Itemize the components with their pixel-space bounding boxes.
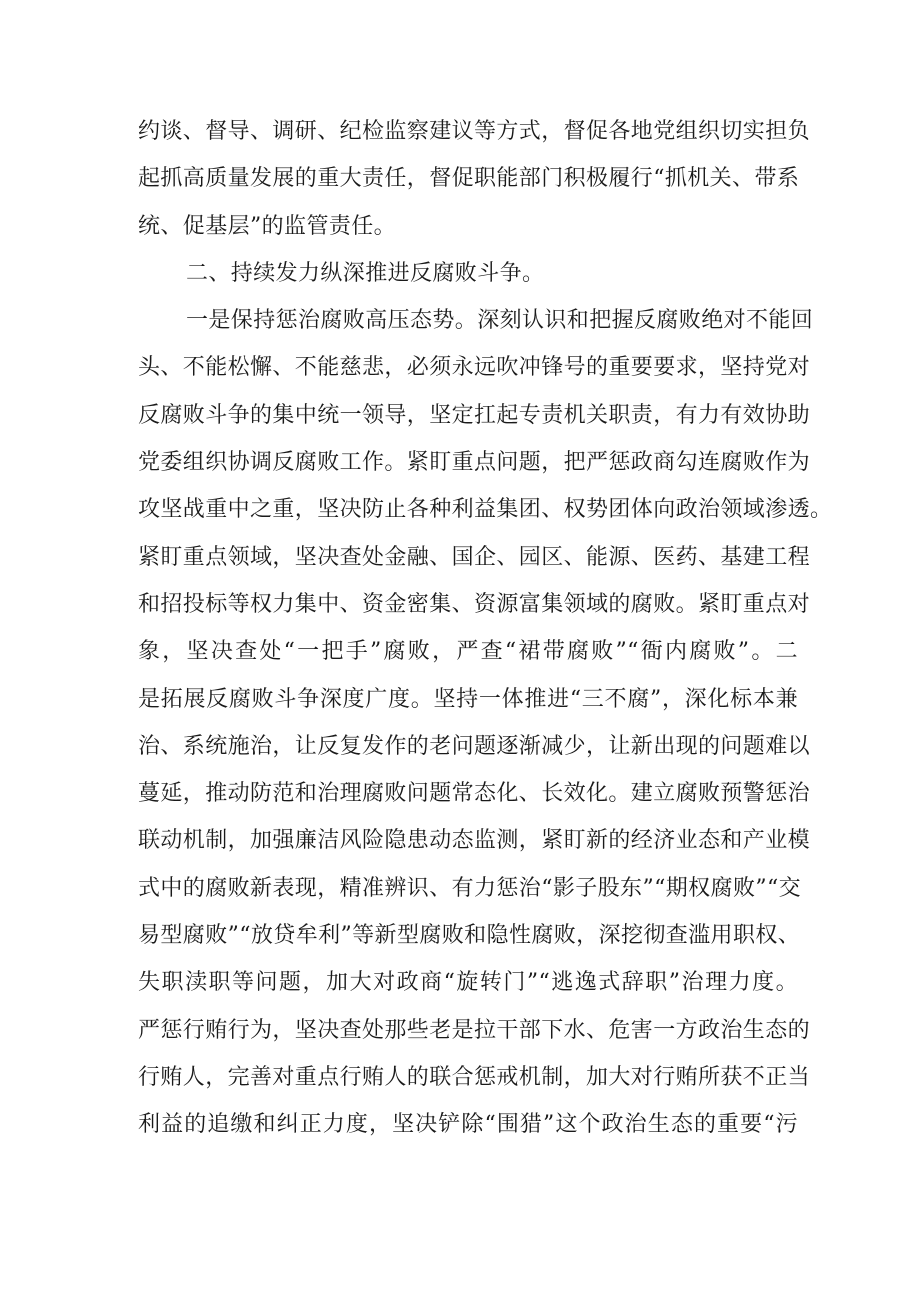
text-line: 头、不能松懈、不能慈悲，必须永远吹冲锋号的重要要求，坚持党对	[138, 355, 811, 381]
text-line: 蔓延，推动防范和治理腐败问题常态化、长效化。建立腐败预警惩治	[138, 781, 811, 807]
text-line: 二、持续发力纵深推进反腐败斗争。	[186, 260, 545, 286]
text-line: 统、促基层”的监管责任。	[138, 213, 397, 239]
text-line: 利益的追缴和纠正力度，坚决铲除“围猎”这个政治生态的重要“污	[138, 1112, 798, 1138]
document-body	[138, 108, 833, 1149]
text-line: 攻坚战重中之重，坚决防止各种利益集团、权势团体向政治领域渗透。	[138, 497, 833, 523]
text-line: 易型腐败”“放贷牟利”等新型腐败和隐性腐败，深挖彻查滥用职权、	[138, 923, 801, 949]
text-line: 反腐败斗争的集中统一领导，坚定扛起专责机关职责，有力有效协助	[138, 402, 811, 428]
text-line: 象，坚决查处“一把手”腐败，严查“裙带腐败”“衙内腐败”。二	[138, 639, 798, 665]
text-line: 联动机制，加强廉洁风险隐患动态监测，紧盯新的经济业态和产业模	[138, 828, 811, 854]
text-line: 治、系统施治，让反复发作的老问题逐渐减少，让新出现的问题难以	[138, 733, 811, 759]
text-line: 式中的腐败新表现，精准辨识、有力惩治“影子股东”“期权腐败”“交	[138, 875, 802, 901]
text-line: 约谈、督导、调研、纪检监察建议等方式，督促各地党组织切实担负	[138, 119, 811, 144]
text-line: 行贿人，完善对重点行贿人的联合惩戒机制，加大对行贿所获不正当	[138, 1064, 811, 1090]
text-line: 和招投标等权力集中、资金密集、资源富集领域的腐败。紧盯重点对	[138, 591, 811, 617]
text-line: 是拓展反腐败斗争深度广度。坚持一体推进“三不腐”，深化标本兼	[138, 686, 798, 712]
text-line: 一是保持惩治腐败高压态势。深刻认识和把握反腐败绝对不能回	[186, 308, 814, 334]
text-line: 严惩行贿行为，坚决查处那些老是拉干部下水、危害一方政治生态的	[138, 1017, 811, 1043]
text-line: 紧盯重点领域，坚决查处金融、国企、园区、能源、医药、基建工程	[138, 544, 811, 570]
text-line: 党委组织协调反腐败工作。紧盯重点问题，把严惩政商勾连腐败作为	[138, 450, 811, 476]
text-line: 起抓高质量发展的重大责任，督促职能部门积极履行“抓机关、带系	[138, 166, 800, 192]
text-line: 失职渎职等问题，加大对政商“旋转门”“逃逸式辞职”治理力度。	[138, 970, 798, 996]
